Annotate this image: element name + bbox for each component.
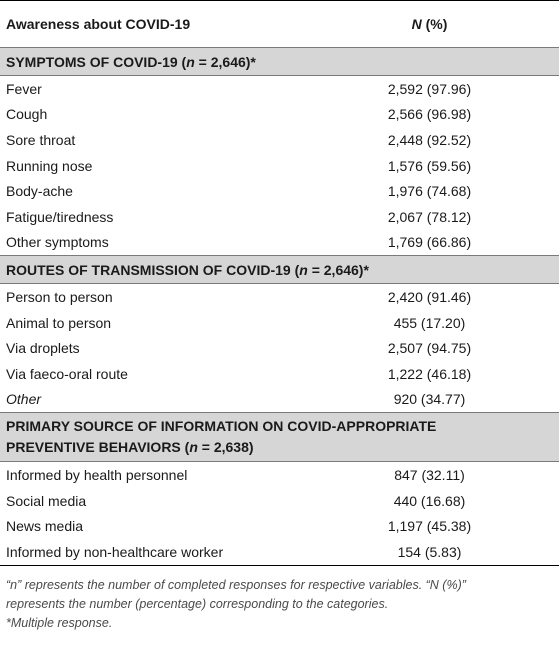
section-title-n: n xyxy=(186,53,195,70)
row-value: 154 (5.83) xyxy=(300,539,559,565)
row-value: 1,576 (59.56) xyxy=(387,157,472,174)
table-row xyxy=(0,102,559,128)
table-row xyxy=(0,513,559,539)
row-label: Via droplets xyxy=(6,340,80,357)
row-value: 2,448 (92.52) xyxy=(387,131,472,148)
section-title-part: = 2,638) xyxy=(197,439,254,456)
row-value: 2,566 (96.98) xyxy=(387,106,472,123)
section-title-n: n xyxy=(299,261,308,278)
section-title-part: = 2,646)* xyxy=(307,261,369,278)
row-label: Other symptoms xyxy=(6,234,109,251)
row-value: 1,197 (45.38) xyxy=(387,518,472,535)
row-label: Animal to person xyxy=(6,314,112,331)
row-label: Cough xyxy=(6,106,48,123)
footnote-line-1: “n” represents the number of completed responses for respective variables. “N (%)” xyxy=(6,577,466,592)
section-title-part: SYMPTOMS OF COVID-19 ( xyxy=(6,53,187,70)
row-value: 2,592 (97.96) xyxy=(387,80,472,97)
row-value: 1,222 (46.18) xyxy=(387,365,472,382)
row-label: Via faeco-oral route xyxy=(6,365,128,382)
table-row xyxy=(0,335,559,361)
row-value: 2,420 (91.46) xyxy=(387,288,472,305)
footnote-line-3: *Multiple response. xyxy=(6,615,113,630)
row-value: 1,769 (66.86) xyxy=(387,234,472,251)
row-label: Fever xyxy=(6,80,42,97)
section-routes-header xyxy=(0,256,559,284)
section-title-part: ROUTES OF TRANSMISSION OF COVID-19 ( xyxy=(6,261,300,278)
row-label: Fatigue/tiredness xyxy=(6,208,114,225)
table-row xyxy=(0,462,559,488)
table-row xyxy=(0,153,559,179)
table-row xyxy=(0,204,559,230)
table-row xyxy=(0,230,559,256)
row-label: Person to person xyxy=(6,288,113,305)
section-title-part: = 2,646)* xyxy=(194,53,256,70)
section-title xyxy=(0,256,559,284)
row-label: Other xyxy=(6,391,42,408)
section-source-header xyxy=(0,413,559,462)
section-title xyxy=(0,413,559,462)
table-row xyxy=(0,178,559,204)
table-row xyxy=(0,310,559,336)
row-label: Informed by non-healthcare worker xyxy=(0,539,300,565)
row-label: Running nose xyxy=(6,157,93,174)
table-header-row xyxy=(0,1,559,48)
table-row xyxy=(0,387,559,413)
header-n-percent xyxy=(300,1,559,48)
table-row xyxy=(0,488,559,514)
table-row xyxy=(0,127,559,153)
row-value: 455 (17.20) xyxy=(393,314,466,331)
header-n-italic: N xyxy=(411,16,422,32)
table-row xyxy=(0,539,559,565)
section-title xyxy=(0,48,559,76)
row-label: Body-ache xyxy=(6,183,73,200)
row-label: News media xyxy=(6,518,84,535)
footnote-line-2: represents the number (percentage) corresponding to the categories. xyxy=(6,596,389,611)
table-row xyxy=(0,361,559,387)
row-label: Informed by health personnel xyxy=(6,466,188,483)
header-awareness: Awareness about COVID-19 xyxy=(0,1,300,48)
section-title-line1: PRIMARY SOURCE OF INFORMATION ON COVID-APPROPRIATE xyxy=(6,418,437,435)
table-footnote xyxy=(0,566,559,633)
header-percent: (%) xyxy=(421,16,448,32)
row-value: 1,976 (74.68) xyxy=(387,183,472,200)
row-value: 847 (32.11) xyxy=(394,466,465,483)
section-title-n: n xyxy=(189,439,198,456)
row-label: Social media xyxy=(6,492,87,509)
row-value: 920 (34.77) xyxy=(393,391,466,408)
row-value: 2,507 (94.75) xyxy=(387,340,472,357)
section-symptoms-header xyxy=(0,48,559,76)
table-row xyxy=(0,284,559,310)
table-row xyxy=(0,76,559,102)
row-value: 2,067 (78.12) xyxy=(387,208,472,225)
row-label: Sore throat xyxy=(6,131,76,148)
section-title-part: PREVENTIVE BEHAVIORS ( xyxy=(6,439,190,456)
row-value: 440 (16.68) xyxy=(393,492,466,509)
